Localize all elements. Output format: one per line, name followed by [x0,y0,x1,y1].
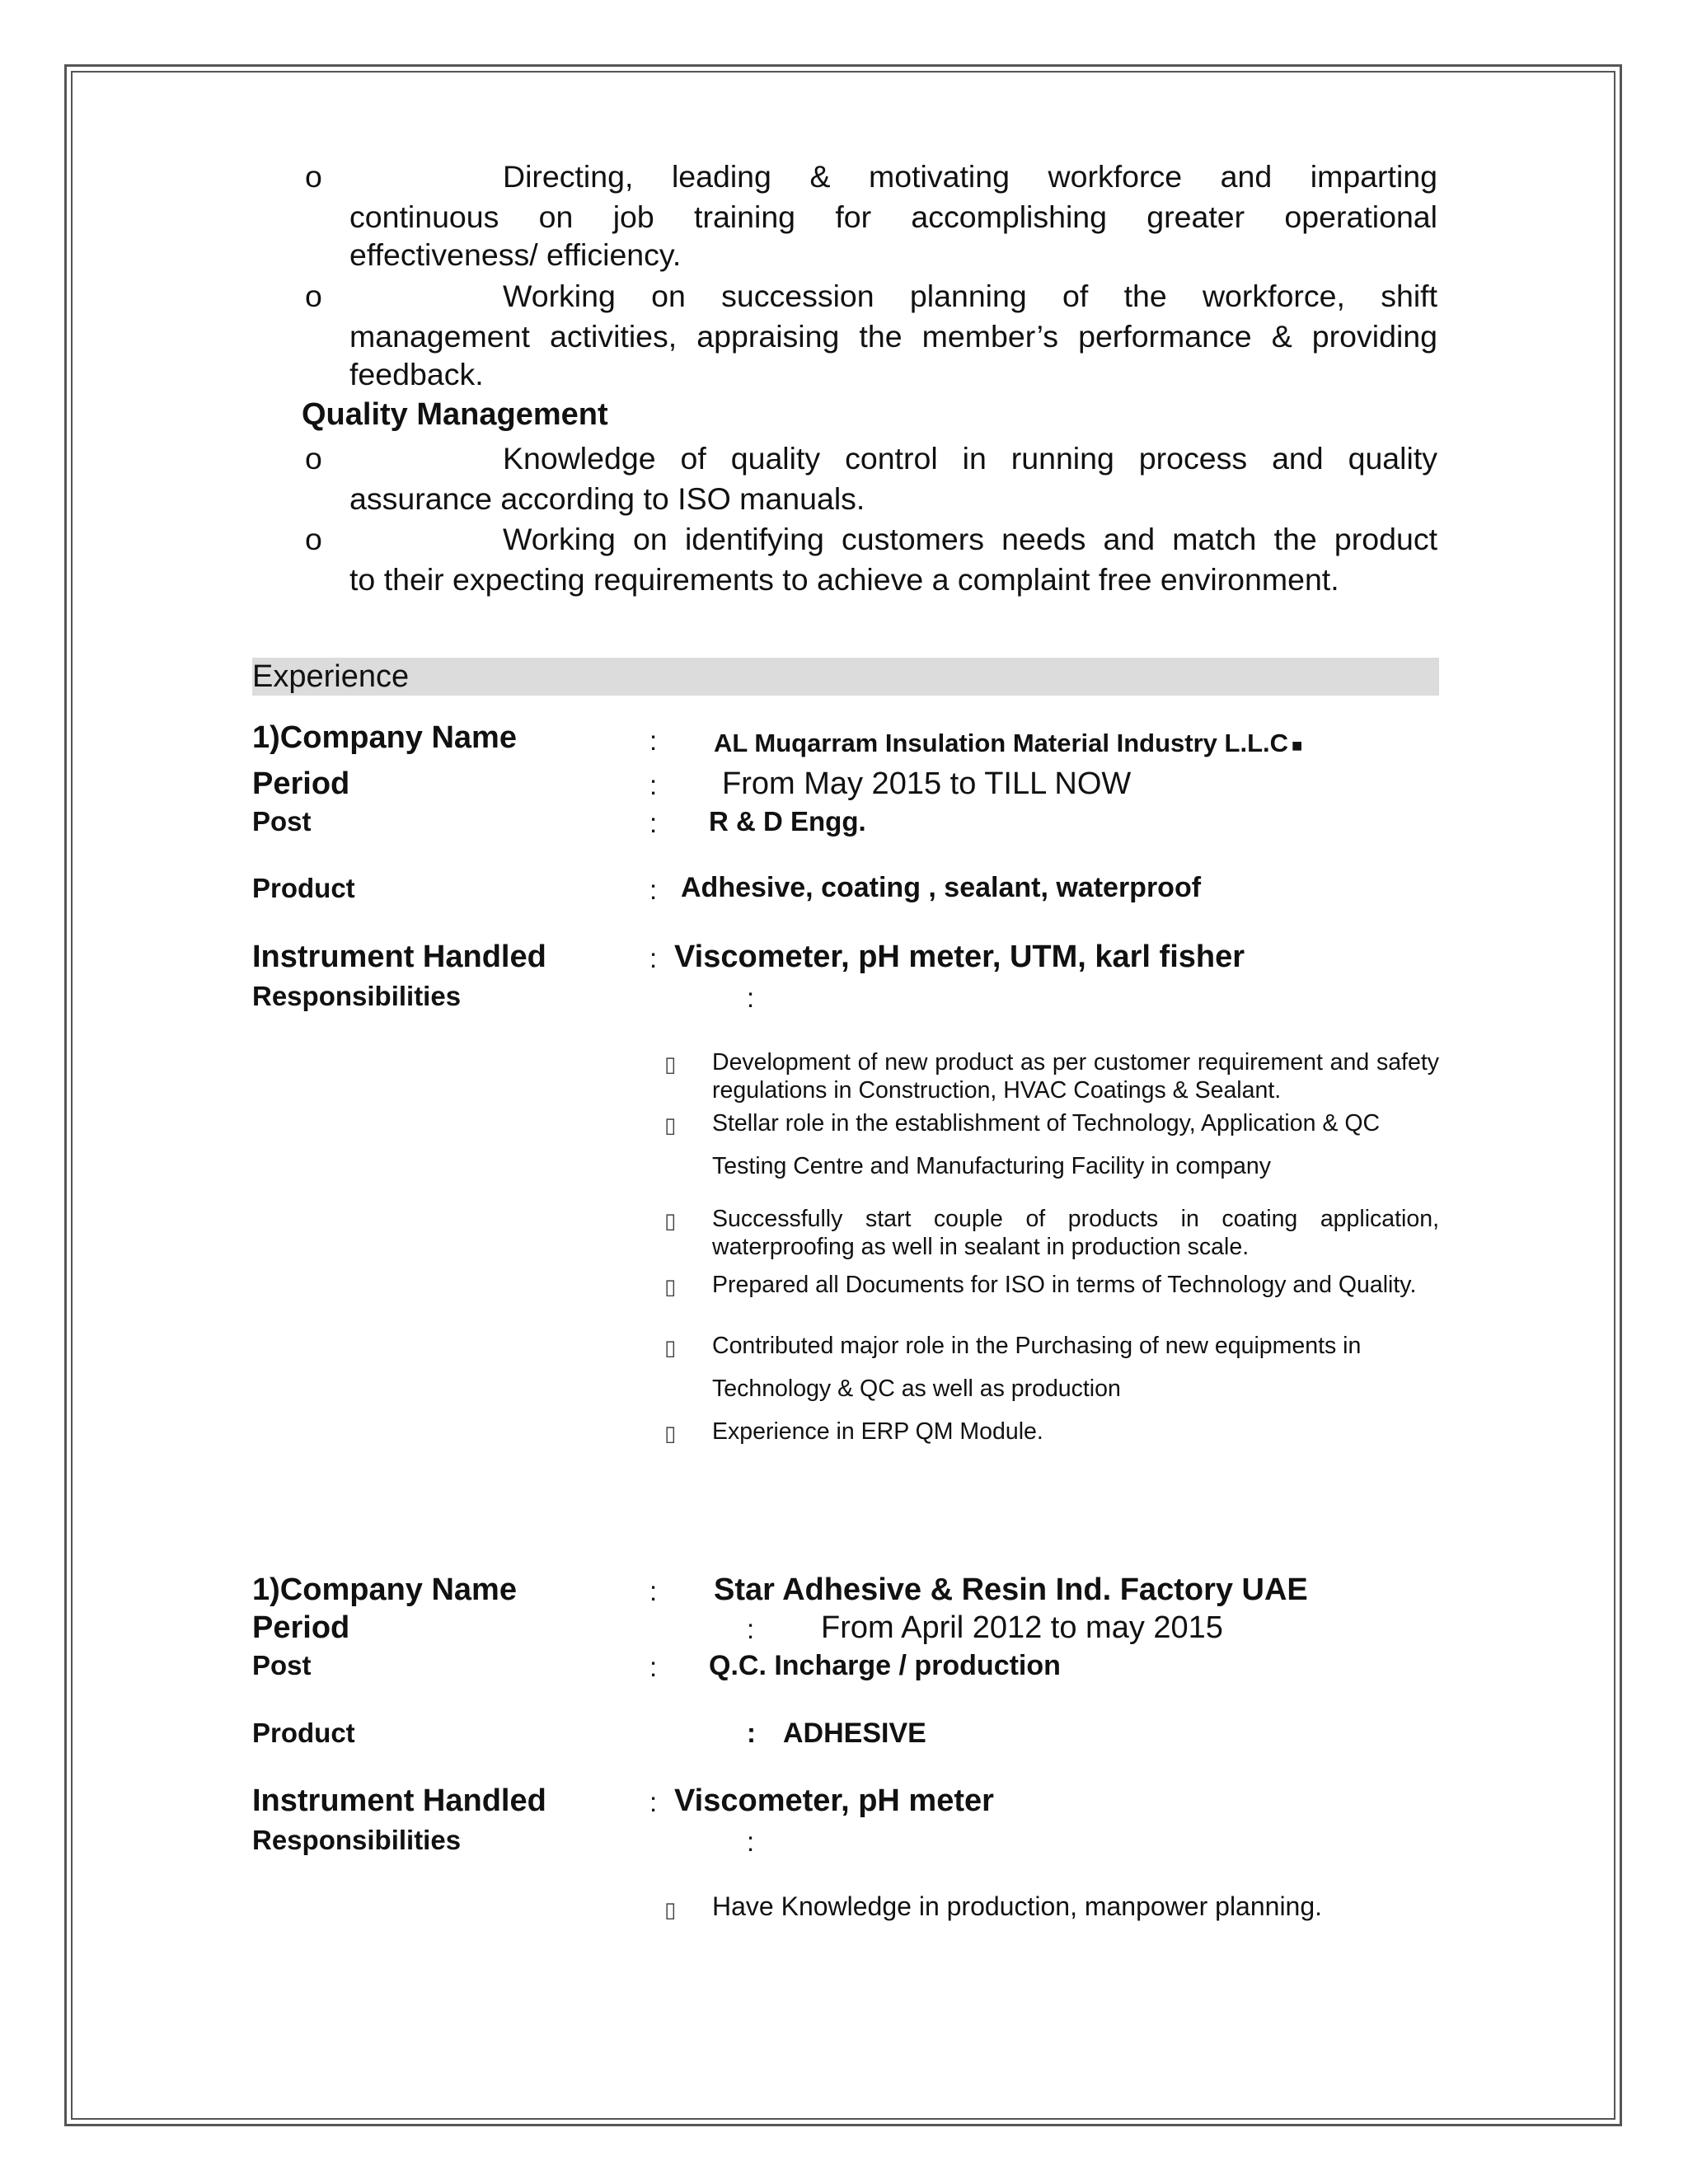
responsibility-item [712,1048,1439,1104]
sub-item-line: assurance according to ISO manuals. [349,481,865,516]
instrument-label: Instrument Handled [252,1783,546,1818]
company-name-text: AL Muqarram Insulation Material Industry L.L.C [714,729,1289,757]
responsibility-text: Experience in ERP QM Module. [712,1418,1043,1445]
field-colon: : [649,1787,658,1817]
responsibility-text: Development of new product as per customer requirement and safety regulations in Construction, HVAC Coatings & Sealant. [712,1049,1439,1104]
post-value: Q.C. Incharge / production [709,1650,1061,1681]
quality-management-heading: Quality Management [302,397,608,432]
product-value: Adhesive, coating , sealant, waterproof [681,872,1202,903]
responsibility-item [712,1205,1439,1261]
product-label: Product [252,1718,355,1748]
responsibility-text: Prepared all Documents for ISO in terms of Technology and Quality. [712,1272,1417,1298]
circle-bullet-icon: o [305,522,322,556]
missing-glyph-bullet-icon: ▯ [664,1421,677,1446]
missing-glyph-bullet-icon: ▯ [664,1897,677,1922]
field-colon: : [747,1718,756,1748]
experience-heading: Experience [252,659,410,694]
post-value: R & D Engg. [709,806,866,837]
sub-item-line: continuous on job training for accomplishing greater operational [349,199,1437,234]
field-colon: : [747,1826,755,1857]
responsibility-text: Technology & QC as well as production [712,1376,1121,1402]
company-name-value [714,729,1302,758]
post-label: Post [252,1650,312,1680]
square-mark-icon: ■ [1292,735,1303,756]
responsibility-text: Contributed major role in the Purchasing of new equipments in [712,1333,1362,1359]
period-value: From April 2012 to may 2015 [821,1610,1223,1645]
post-label: Post [252,806,312,837]
sub-item-line: management activities, appraising the member’s performance & providing [349,319,1437,354]
responsibilities-label: Responsibilities [252,981,462,1011]
company-name-label: 1)Company Name [252,720,517,755]
missing-glyph-bullet-icon: ▯ [664,1274,677,1299]
missing-glyph-bullet-icon: ▯ [664,1335,677,1360]
field-colon: : [649,943,658,973]
responsibility-item [712,1332,1439,1360]
circle-bullet-icon: o [305,159,322,194]
sub-item-line: feedback. [349,357,484,391]
missing-glyph-bullet-icon: ▯ [664,1113,677,1137]
period-label: Period [252,766,350,801]
field-colon: : [747,1614,755,1644]
field-colon: : [649,874,658,905]
period-label: Period [252,1610,350,1645]
responsibility-item [712,1271,1439,1299]
responsibility-item [712,1109,1439,1137]
sub-item-line: to their expecting requirements to achieve a complaint free environment. [349,562,1339,597]
field-colon: : [649,770,658,800]
product-value: ADHESIVE [783,1718,926,1749]
sub-item-line: Directing, leading & motivating workforce and imparting [503,159,1437,194]
company-name-label: 1)Company Name [252,1572,517,1607]
period-value: From May 2015 to TILL NOW [722,766,1132,801]
field-colon: : [747,982,755,1013]
field-colon: : [649,725,658,756]
field-colon: : [649,1576,658,1606]
sub-item-line: Working on succession planning of the workforce, shift [503,279,1437,313]
company-name-value: Star Adhesive & Resin Ind. Factory UAE [714,1572,1308,1607]
product-label: Product [252,873,355,903]
instrument-value: Viscometer, pH meter, UTM, karl fisher [674,940,1245,974]
responsibility-item [712,1152,1439,1180]
responsibility-text: Testing Centre and Manufacturing Facility in company [712,1153,1272,1179]
responsibility-text: Successfully start couple of products in coating application, waterproofing as well in sealant in production scale. [712,1206,1439,1260]
responsibility-text: Stellar role in the establishment of Technology, Application & QC [712,1110,1381,1137]
responsibility-item [712,1892,1439,1920]
responsibility-item [712,1418,1439,1446]
experience-heading-bar [252,658,1439,696]
field-colon: : [649,808,658,838]
circle-bullet-icon: o [305,279,322,313]
responsibilities-label: Responsibilities [252,1825,462,1855]
responsibility-item [712,1375,1439,1403]
responsibility-text: Have Knowledge in production, manpower planning. [712,1891,1323,1921]
sub-item-line: Knowledge of quality control in running process and quality [503,441,1437,476]
missing-glyph-bullet-icon: ▯ [664,1208,677,1233]
sub-item-line: effectiveness/ efficiency. [349,237,682,272]
missing-glyph-bullet-icon: ▯ [664,1052,677,1076]
instrument-value: Viscometer, pH meter [674,1783,994,1818]
circle-bullet-icon: o [305,441,322,476]
field-colon: : [649,1652,658,1682]
instrument-label: Instrument Handled [252,940,546,974]
sub-item-line: Working on identifying customers needs and match the product [503,522,1437,556]
